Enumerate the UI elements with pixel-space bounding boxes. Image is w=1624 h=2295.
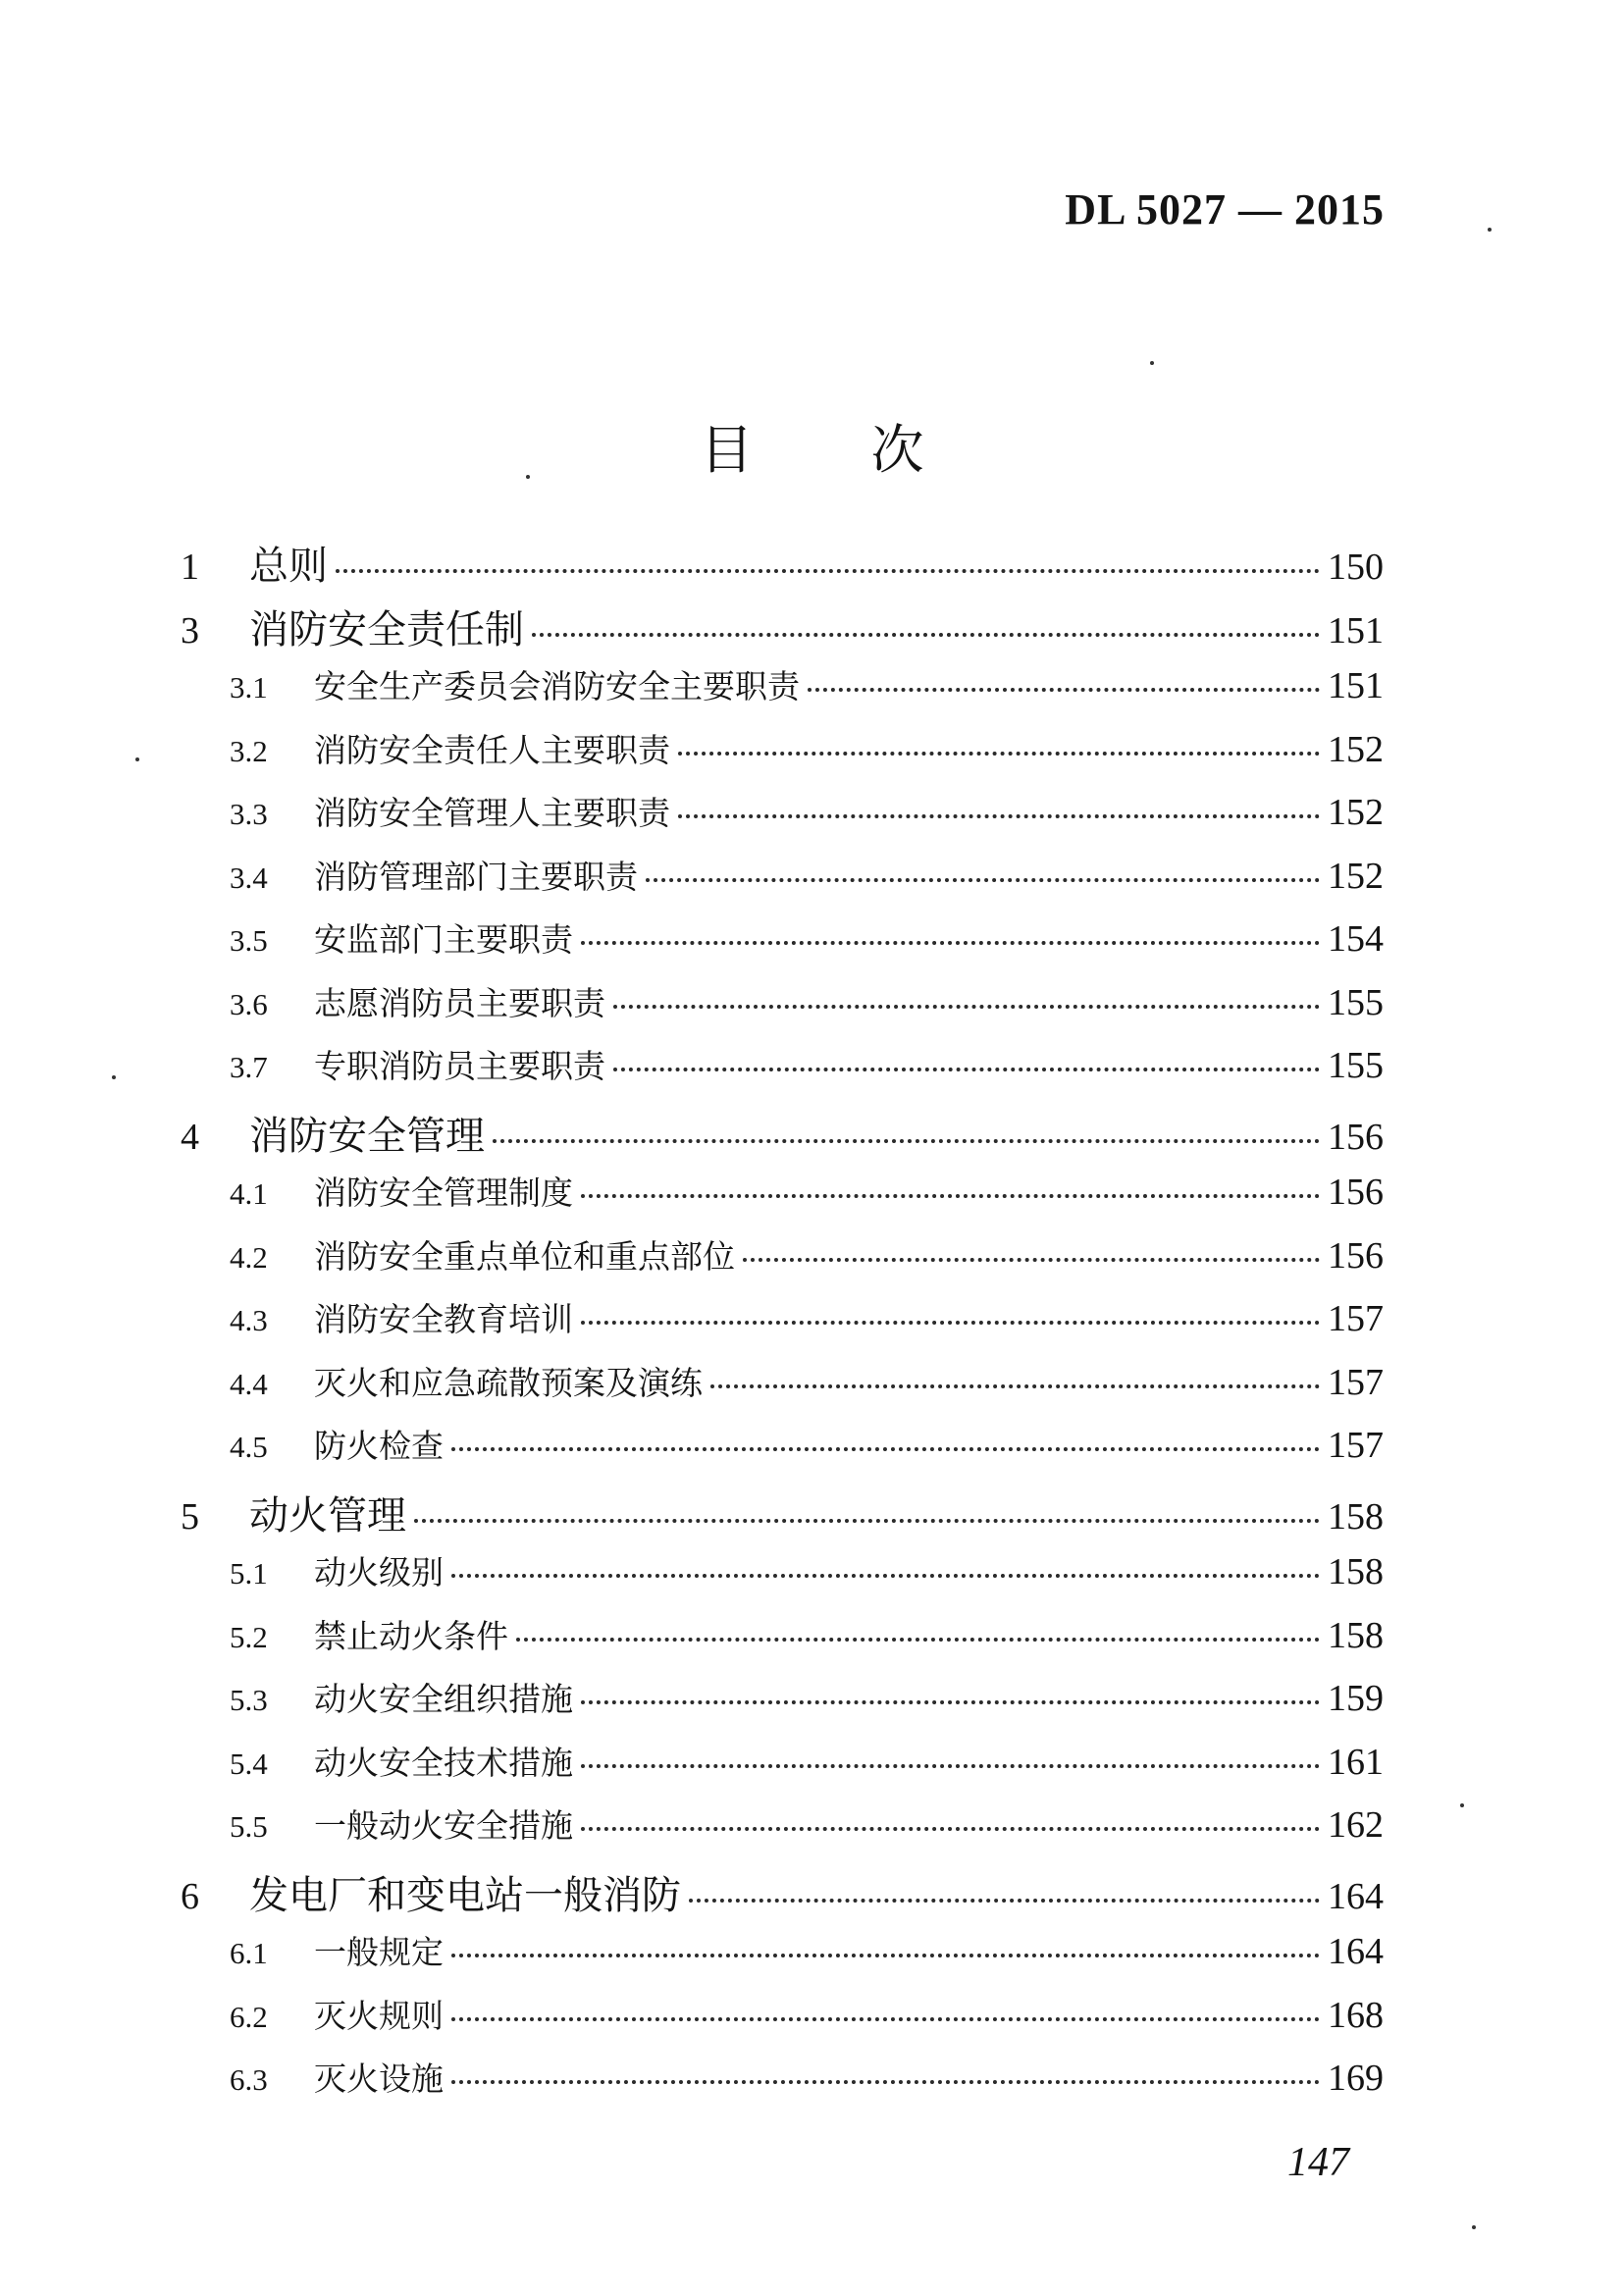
- toc-page-number: 164: [1328, 1875, 1384, 1917]
- toc-entry-4-2[interactable]: [175, 1231, 1384, 1295]
- toc-entry-4-5[interactable]: [175, 1421, 1384, 1485]
- dot-leader: [581, 1827, 1320, 1831]
- toc-label: 发电厂和变电站一般消防: [249, 1872, 681, 1918]
- toc-entry-3[interactable]: [175, 599, 1384, 662]
- toc-number: 5: [181, 1495, 199, 1538]
- scan-speck: [526, 475, 530, 479]
- page-number: 147: [1287, 2140, 1349, 2185]
- scan-speck: [1488, 228, 1492, 232]
- toc-label: 消防安全教育培训: [314, 1300, 573, 1338]
- toc-page-number: 157: [1328, 1361, 1384, 1403]
- toc-label: 专职消防员主要职责: [314, 1047, 605, 1085]
- toc-number: 6: [181, 1875, 199, 1917]
- dot-leader: [646, 878, 1320, 882]
- table-of-contents: [175, 535, 1384, 2117]
- toc-label: 防火检查: [314, 1427, 444, 1465]
- toc-label: 消防安全责任人主要职责: [314, 730, 670, 769]
- dot-leader: [414, 1519, 1320, 1523]
- toc-label: 灭火规则: [314, 1996, 444, 2035]
- toc-number: 4.3: [230, 1303, 268, 1337]
- toc-number: 4.1: [230, 1176, 268, 1211]
- toc-label: 消防安全管理制度: [314, 1174, 573, 1212]
- toc-entry-4-4[interactable]: [175, 1358, 1384, 1422]
- toc-number: 3.4: [230, 860, 268, 895]
- toc-page-number: 159: [1328, 1678, 1384, 1719]
- toc-page-number: 156: [1328, 1172, 1384, 1213]
- toc-number: 4.5: [230, 1430, 268, 1464]
- toc-label: 安监部门主要职责: [314, 920, 573, 959]
- toc-page-number: 169: [1328, 2058, 1384, 2099]
- toc-entry-3-3[interactable]: [175, 788, 1384, 852]
- toc-label: 安全生产委员会消防安全主要职责: [314, 667, 800, 705]
- dot-leader: [532, 633, 1320, 637]
- dot-leader: [743, 1258, 1320, 1262]
- toc-number: 5.4: [230, 1746, 268, 1781]
- toc-label: 动火安全组织措施: [314, 1680, 573, 1718]
- toc-entry-6-1[interactable]: [175, 1927, 1384, 1991]
- toc-number: 3.3: [230, 797, 268, 831]
- toc-entry-6-2[interactable]: [175, 1991, 1384, 2055]
- toc-page-number: 157: [1328, 1425, 1384, 1466]
- toc-entry-5-4[interactable]: [175, 1738, 1384, 1801]
- toc-label: 灭火和应急疏散预案及演练: [314, 1363, 703, 1402]
- toc-label: 禁止动火条件: [314, 1616, 508, 1655]
- toc-entry-4[interactable]: [175, 1105, 1384, 1169]
- toc-number: 3.7: [230, 1050, 268, 1084]
- toc-page-number: 155: [1328, 981, 1384, 1023]
- toc-entry-3-5[interactable]: [175, 914, 1384, 978]
- toc-number: 5.5: [230, 1809, 268, 1844]
- toc-label: 总则: [249, 544, 328, 589]
- dot-leader: [581, 1700, 1320, 1704]
- toc-number: 3.2: [230, 733, 268, 768]
- toc-page-number: 151: [1328, 665, 1384, 706]
- toc-label: 动火管理: [249, 1492, 406, 1539]
- toc-entry-4-3[interactable]: [175, 1294, 1384, 1358]
- dot-leader: [581, 1321, 1320, 1325]
- toc-label: 消防管理部门主要职责: [314, 857, 638, 896]
- scan-speck: [1150, 361, 1154, 365]
- dot-leader: [710, 1384, 1320, 1388]
- dot-leader: [581, 1764, 1320, 1768]
- toc-page-number: 161: [1328, 1741, 1384, 1783]
- toc-number: 4: [181, 1116, 199, 1158]
- toc-page-number: 152: [1328, 728, 1384, 770]
- toc-number: 4.4: [230, 1366, 268, 1401]
- dot-leader: [336, 569, 1320, 573]
- toc-entry-3-7[interactable]: [175, 1041, 1384, 1105]
- toc-number: 5.3: [230, 1683, 268, 1717]
- dot-leader: [451, 1447, 1320, 1451]
- toc-number: 6.1: [230, 1936, 268, 1970]
- toc-entry-1[interactable]: [175, 535, 1384, 599]
- scan-speck: [1460, 1803, 1464, 1807]
- toc-page-number: 154: [1328, 918, 1384, 960]
- dot-leader: [451, 2080, 1320, 2084]
- toc-page-number: 152: [1328, 792, 1384, 833]
- toc-entry-6[interactable]: [175, 1864, 1384, 1928]
- toc-page-number: 157: [1328, 1298, 1384, 1339]
- toc-label: 消防安全管理人主要职责: [314, 794, 670, 832]
- document-code: DL 5027 — 2015: [1065, 185, 1385, 234]
- toc-entry-4-1[interactable]: [175, 1168, 1384, 1231]
- toc-page-number: 151: [1328, 609, 1384, 652]
- dot-leader: [516, 1638, 1320, 1642]
- toc-label: 一般动火安全措施: [314, 1806, 573, 1845]
- toc-entry-6-3[interactable]: [175, 2054, 1384, 2117]
- toc-number: 6.3: [230, 2062, 268, 2097]
- toc-label: 消防安全责任制: [249, 606, 524, 652]
- toc-label: 动火级别: [314, 1553, 444, 1591]
- toc-number: 3.1: [230, 670, 268, 704]
- dot-leader: [451, 2017, 1320, 2021]
- toc-page-number: 162: [1328, 1804, 1384, 1846]
- toc-page-number: 150: [1328, 547, 1384, 588]
- toc-page-number: 155: [1328, 1045, 1384, 1086]
- scan-speck: [135, 757, 139, 761]
- toc-number: 3.5: [230, 923, 268, 958]
- toc-page-number: 156: [1328, 1234, 1384, 1277]
- toc-label: 消防安全管理: [249, 1113, 485, 1159]
- toc-label: 志愿消防员主要职责: [314, 983, 605, 1022]
- toc-page-number: 164: [1328, 1931, 1384, 1972]
- toc-number: 6.2: [230, 1999, 268, 2034]
- toc-entry-3-1[interactable]: [175, 661, 1384, 725]
- dot-leader: [678, 752, 1320, 756]
- toc-page-number: 158: [1328, 1495, 1384, 1538]
- toc-entry-3-6[interactable]: [175, 978, 1384, 1042]
- scan-speck: [112, 1075, 116, 1079]
- dot-leader: [678, 814, 1320, 818]
- dot-leader: [808, 688, 1320, 692]
- dot-leader: [689, 1899, 1320, 1903]
- dot-leader: [493, 1139, 1320, 1143]
- dot-leader: [613, 1068, 1320, 1071]
- toc-label: 动火安全技术措施: [314, 1743, 573, 1782]
- toc-label: 一般规定: [314, 1933, 444, 1971]
- toc-page-number: 158: [1328, 1614, 1384, 1656]
- toc-entry-5[interactable]: [175, 1485, 1384, 1548]
- toc-number: 3.6: [230, 986, 268, 1021]
- toc-page-number: 156: [1328, 1116, 1384, 1158]
- toc-label: 消防安全重点单位和重点部位: [314, 1236, 735, 1276]
- toc-entry-5-5[interactable]: [175, 1800, 1384, 1864]
- toc-page-number: 152: [1328, 855, 1384, 897]
- toc-entry-5-2[interactable]: [175, 1611, 1384, 1675]
- dot-leader: [581, 941, 1320, 945]
- dot-leader: [451, 1574, 1320, 1578]
- scan-speck: [1472, 2225, 1476, 2229]
- toc-entry-3-4[interactable]: [175, 852, 1384, 915]
- toc-number: 4.2: [230, 1239, 268, 1275]
- dot-leader: [451, 1954, 1320, 1957]
- page-title: 目次: [700, 419, 1042, 482]
- toc-number: 5.2: [230, 1619, 268, 1654]
- toc-page-number: 168: [1328, 1994, 1384, 2036]
- toc-number: 1: [181, 547, 199, 588]
- toc-number: 3: [181, 609, 199, 652]
- dot-leader: [581, 1194, 1320, 1198]
- dot-leader: [613, 1005, 1320, 1009]
- toc-entry-5-1[interactable]: [175, 1547, 1384, 1611]
- toc-entry-3-2[interactable]: [175, 725, 1384, 789]
- toc-label: 灭火设施: [314, 2060, 444, 2098]
- toc-number: 5.1: [230, 1556, 268, 1591]
- toc-page-number: 158: [1328, 1551, 1384, 1592]
- toc-entry-5-3[interactable]: [175, 1674, 1384, 1738]
